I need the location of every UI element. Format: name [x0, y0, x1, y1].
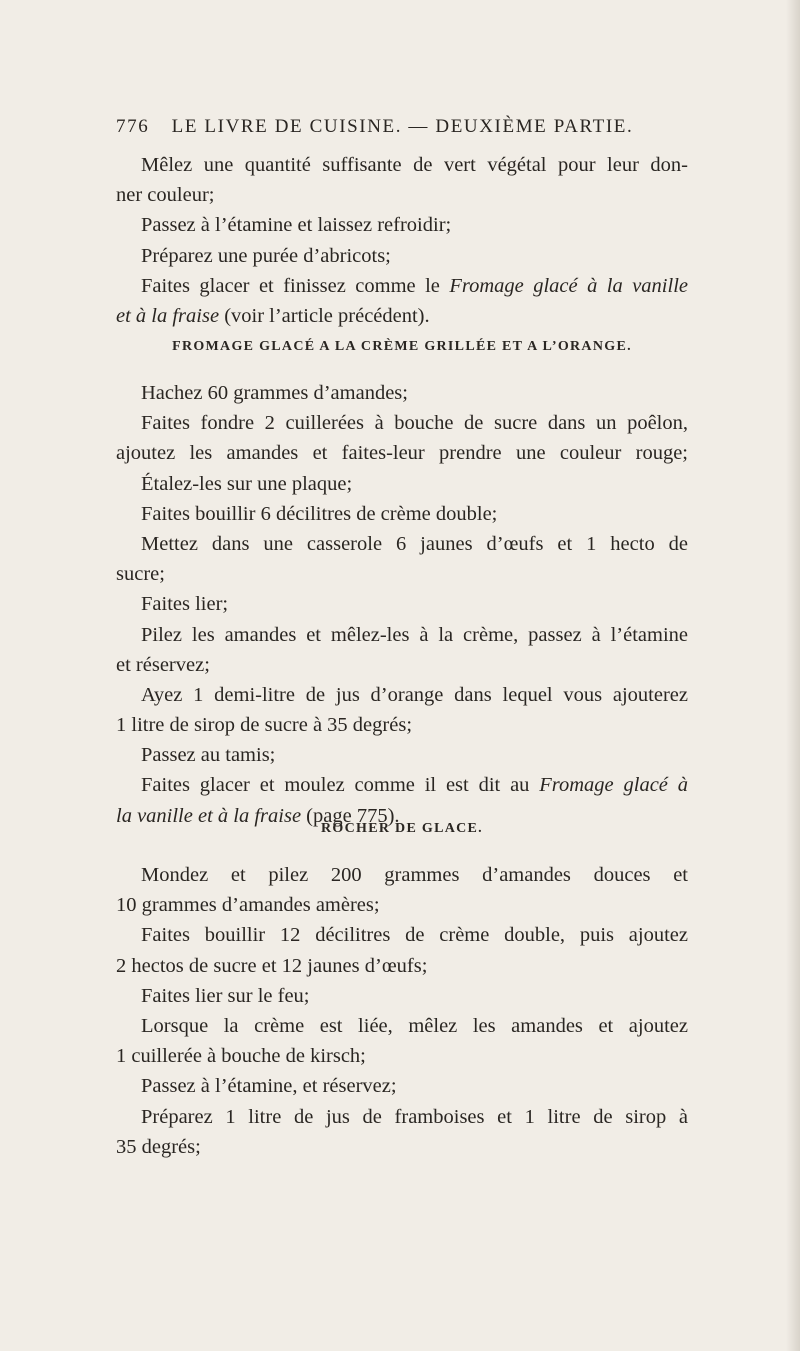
paragraph-line: Étalez-les sur une plaque; — [141, 472, 353, 495]
running-head — [116, 116, 676, 138]
paragraph-line: 10 grammes d’amandes amères; — [116, 894, 380, 917]
page-number: 776 — [116, 116, 150, 137]
paragraph-line: Ayez 1 demi-litre de jus d’orange dans lequel vous ajouterez — [141, 683, 688, 706]
paragraph-line: Passez au tamis; — [141, 744, 276, 767]
paragraph-line: et réservez; — [116, 653, 210, 676]
paragraph-line: 2 hectos de sucre et 12 jaunes d’œufs; — [116, 954, 428, 977]
page-edge-shadow — [786, 0, 800, 1351]
paragraph-line: Préparez une purée d’abricots; — [141, 244, 391, 267]
section-1-text — [116, 150, 688, 331]
paragraph-line: 1 cuillerée à bouche de kirsch; — [116, 1045, 366, 1068]
paragraph-line: Lorsque la crème est liée, mêlez les amandes et ajoutez — [141, 1014, 688, 1037]
recipe-reference: et à la fraise — [116, 304, 220, 327]
paragraph-line — [116, 770, 688, 800]
paragraph-line: Passez à l’étamine, et réservez; — [141, 1075, 397, 1098]
paragraph-line: Pilez les amandes et mêlez-les à la crème, passez à l’étamine — [141, 623, 688, 646]
paragraph-line: Faites fondre 2 cuillerées à bouche de sucre dans un poêlon, — [141, 412, 688, 435]
paragraph-line: 1 litre de sirop de sucre à 35 degrés; — [116, 714, 413, 737]
line-text: Faites glacer et finissez comme le — [141, 274, 450, 297]
section-3-text — [116, 860, 688, 1162]
paragraph-line: Faites lier; — [141, 593, 229, 616]
paragraph-line: Mondez et pilez 200 grammes d’amandes douces et — [141, 864, 688, 886]
line-text: (page 775). — [301, 804, 400, 827]
paragraph-line: sucre; — [116, 563, 165, 586]
recipe-reference: Fromage glacé à — [539, 774, 688, 797]
paragraph-line: ajoutez les amandes et faites-leur prendre une couleur rouge; — [116, 442, 688, 465]
paragraph-line: Faites lier sur le feu; — [141, 984, 310, 1007]
paragraph-line: Passez à l’étamine et laissez refroidir; — [141, 214, 452, 237]
line-text: (voir l’article précédent). — [219, 304, 430, 327]
recipe-reference: Fromage glacé à la vanille — [449, 274, 688, 297]
paragraph-line — [116, 301, 688, 331]
paragraph-line: Mettez dans une casserole 6 jaunes d’œufs et 1 hecto de — [141, 532, 688, 555]
paragraph-line: 35 degrés; — [116, 1135, 201, 1158]
paragraph-line — [116, 271, 688, 301]
paragraph-line: Faites bouillir 12 décilitres de crème double, puis ajoutez — [141, 924, 688, 947]
paragraph-line: Mêlez une quantité suffisante de vert végétal pour leur don- — [141, 154, 688, 176]
recipe-heading-rocher-de-glace: ROCHER DE GLACE. — [321, 821, 483, 836]
recipe-heading-fromage-creme-grillee: FROMAGE GLACÉ A LA CRÈME GRILLÉE ET A L’ORANGE. — [172, 339, 632, 354]
paragraph-line: Préparez 1 litre de jus de framboises et 1 litre de sirop à — [141, 1105, 688, 1128]
running-title: LE LIVRE DE CUISINE. — DEUXIÈME PARTIE. — [171, 116, 634, 137]
recipe-reference: la vanille et à la fraise — [116, 804, 302, 827]
paragraph-line: Hachez 60 grammes d’amandes; — [141, 382, 408, 404]
section-2-text — [116, 378, 688, 831]
line-text: Faites glacer et moulez comme il est dit au — [141, 774, 540, 797]
paragraph-line: ner couleur; — [116, 184, 215, 207]
paragraph-line: Faites bouillir 6 décilitres de crème double; — [141, 502, 498, 525]
